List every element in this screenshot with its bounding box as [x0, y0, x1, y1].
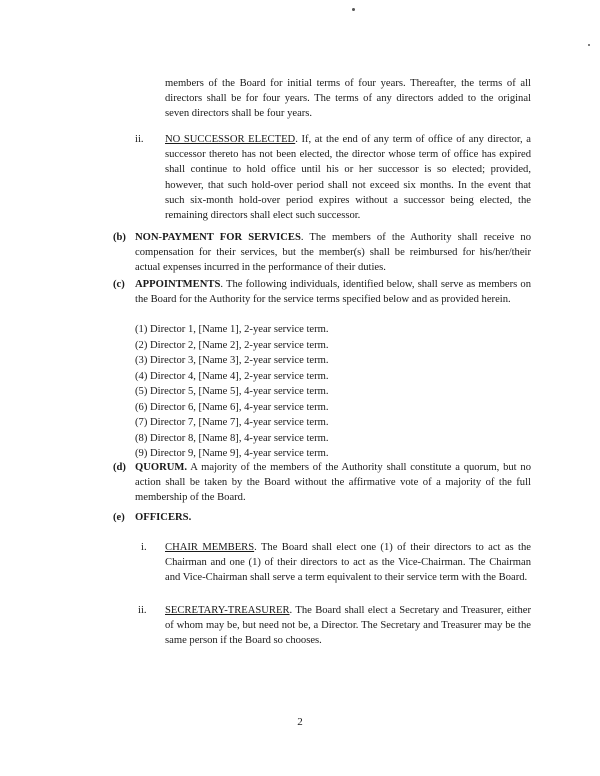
section-e-label: (e)	[113, 512, 125, 523]
no-successor-paragraph	[165, 132, 531, 223]
section-d-heading: QUORUM.	[135, 462, 188, 473]
page-number: 2	[297, 716, 303, 728]
section-c-label: (c)	[113, 279, 125, 290]
chair-members-heading: CHAIR MEMBERS	[165, 542, 255, 553]
list-item: (7) Director 7, [Name 7], 4-year service term.	[135, 417, 329, 428]
secretary-treasurer-paragraph	[165, 603, 531, 649]
section-e-heading: OFFICERS.	[135, 512, 192, 523]
chair-members-paragraph	[165, 540, 531, 586]
scan-speck	[588, 44, 590, 46]
list-item: (5) Director 5, [Name 5], 4-year service term.	[135, 386, 329, 397]
section-d-text: A majority of the members of the Authority shall constitute a quorum, but no action shall be taken by the Board without the affirmative vote of a majority of the full membership of the Board.	[135, 462, 531, 504]
officers-item-numeral: i.	[141, 542, 147, 553]
list-item: (3) Director 3, [Name 3], 2-year service term.	[135, 355, 329, 366]
director-list	[135, 322, 329, 462]
section-d-label: (d)	[113, 462, 126, 473]
section-b-label: (b)	[113, 232, 126, 243]
no-successor-heading: NO SUCCESSOR ELECTED	[165, 134, 296, 145]
subsection-numeral: ii.	[135, 134, 144, 145]
section-c-paragraph	[135, 277, 531, 307]
section-c-heading: APPOINTMENTS	[135, 279, 221, 290]
list-item: (8) Director 8, [Name 8], 4-year service term.	[135, 432, 329, 444]
secretary-treasurer-text: . The Board shall elect a Secretary and Treasurer, either of whom may be, but need not be, a Director. The Secretary and Treasurer may be the same person if the Board so chooses.	[165, 605, 531, 647]
list-item: (1) Director 1, [Name 1], 2-year service term.	[135, 324, 329, 335]
intro-continuation: members of the Board for initial terms of four years. Thereafter, the terms of all directors shall be for four years. The terms of any directors added to the original seven directors shall be four years.	[165, 78, 531, 120]
section-b-text: . The members of the Authority shall receive no compensation for their services, but the member(s) shall be reimbursed for his/her/their actual expenses incurred in the performance of their duties.	[135, 232, 531, 274]
list-item: (2) Director 2, [Name 2], 2-year service term.	[135, 339, 329, 351]
section-c-text: . The following individuals, identified below, shall serve as members on the Board for the Authority for the service terms specified below and as provided herein.	[135, 279, 531, 306]
section-b-heading: NON-PAYMENT FOR SERVICES	[135, 232, 301, 243]
list-item: (9) Director 9, [Name 9], 4-year service term.	[135, 448, 329, 459]
scan-speck	[352, 8, 355, 11]
chair-members-text: . The Board shall elect one (1) of their directors to act as the Chairman and one (1) of their directors to act as the Vice-Chairman. The Chairman and Vice-Chairman shall serve a term equivalent to their service term with the Board.	[165, 542, 531, 584]
section-d-paragraph	[135, 460, 531, 506]
officers-item-numeral: ii.	[138, 605, 147, 616]
secretary-treasurer-heading: SECRETARY-TREASURER	[165, 605, 290, 616]
list-item: (6) Director 6, [Name 6], 4-year service term.	[135, 401, 329, 413]
no-successor-text: . If, at the end of any term of office of any director, a successor thereto has not been elected, the director whose term of office has expired shall continue to hold office until his or her successor is so elected; provided, however, that such hold-over period shall not exceed six months. In the event that such six-month hold-over period expires without a successor being elected, the remaining directors shall elect such successor.	[165, 134, 531, 222]
list-item: (4) Director 4, [Name 4], 2-year service term.	[135, 370, 329, 382]
section-b-paragraph	[135, 230, 531, 276]
